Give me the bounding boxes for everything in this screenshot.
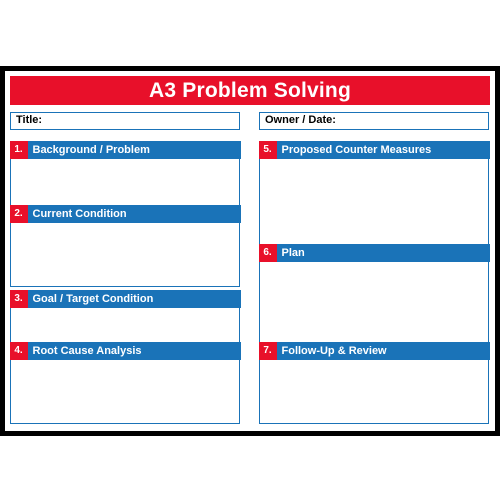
section-follow-up-review[interactable] bbox=[259, 342, 489, 424]
section-title: Background / Problem bbox=[32, 143, 150, 156]
owner-date-field[interactable]: Owner / Date: bbox=[259, 112, 489, 130]
section-header bbox=[259, 342, 490, 360]
section-number: 4. bbox=[10, 342, 28, 360]
section-current-condition[interactable] bbox=[10, 205, 240, 287]
section-plan[interactable] bbox=[259, 244, 489, 345]
section-number: 6. bbox=[259, 244, 277, 262]
section-header bbox=[10, 205, 241, 223]
section-header bbox=[10, 290, 241, 308]
a3-board bbox=[0, 66, 500, 436]
a3-board-surface bbox=[5, 71, 495, 431]
section-title: Follow-Up & Review bbox=[281, 344, 387, 357]
section-title: Current Condition bbox=[32, 207, 127, 220]
section-goal-target[interactable] bbox=[10, 290, 240, 345]
section-header bbox=[10, 141, 241, 159]
section-title: Goal / Target Condition bbox=[32, 292, 154, 305]
section-background-problem[interactable] bbox=[10, 141, 240, 210]
board-title: A3 Problem Solving bbox=[10, 76, 490, 105]
section-number: 3. bbox=[10, 290, 28, 308]
section-title: Root Cause Analysis bbox=[32, 344, 142, 357]
section-title: Proposed Counter Measures bbox=[281, 143, 432, 156]
title-field[interactable]: Title: bbox=[10, 112, 240, 130]
section-root-cause[interactable] bbox=[10, 342, 240, 424]
section-header bbox=[259, 141, 490, 159]
section-number: 2. bbox=[10, 205, 28, 223]
section-counter-measures[interactable] bbox=[259, 141, 489, 247]
section-title: Plan bbox=[281, 246, 305, 259]
section-number: 7. bbox=[259, 342, 277, 360]
section-number: 1. bbox=[10, 141, 28, 159]
section-header bbox=[10, 342, 241, 360]
section-number: 5. bbox=[259, 141, 277, 159]
section-header bbox=[259, 244, 490, 262]
